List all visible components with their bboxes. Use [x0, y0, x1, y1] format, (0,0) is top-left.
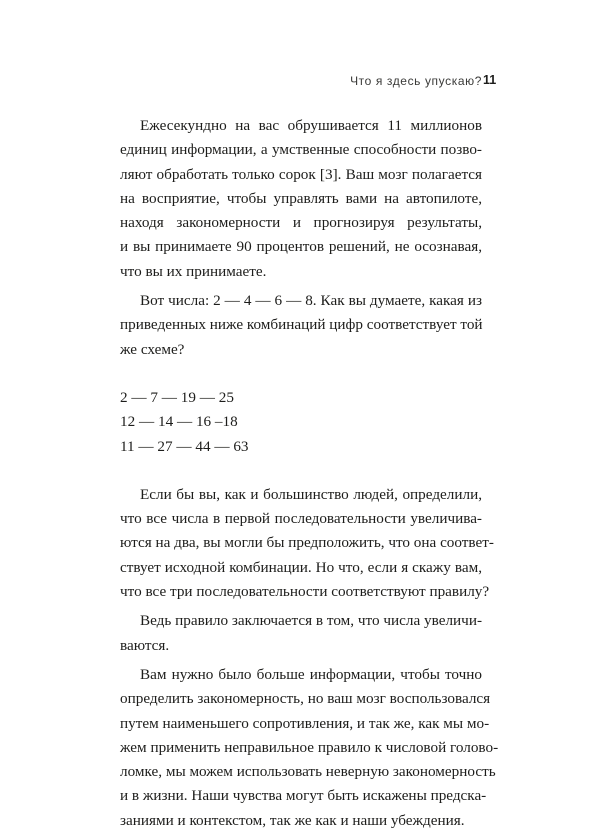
paragraph-line: заниями и контекстом, так же как и наши убеждения.	[120, 811, 465, 829]
number-sequences	[120, 386, 482, 459]
sequence-line: 12 — 14 — 16 –18	[120, 413, 238, 431]
paragraph-1	[120, 114, 482, 284]
paragraph-line: что вы их принимаете.	[120, 262, 267, 280]
body-text	[120, 114, 499, 833]
paragraph-5	[120, 663, 499, 833]
paragraph-line: ствует исходной комбинации. Но что, если я скажу вам,	[120, 558, 482, 576]
paragraph-line: Ежесекундно на вас обрушивается 11 миллионов	[140, 117, 482, 134]
paragraph-line: находя закономерности и прогнозируя результаты,	[120, 214, 482, 232]
paragraph-line: же схеме?	[120, 340, 185, 358]
paragraph-line: Если бы вы, как и большинство людей, определили,	[140, 485, 482, 503]
paragraph-line: на восприятие, чтобы управлять вами на автопилоте,	[120, 189, 482, 207]
paragraph-line: жем применить неправильное правило к числовой голово-	[120, 738, 499, 756]
paragraph-line: приведенных ниже комбинаций цифр соответствует той	[120, 316, 483, 334]
paragraph-line: ются на два, вы могли бы предположить, что она соответ-	[120, 534, 494, 552]
paragraph-line: что все три последовательности соответствуют правилу?	[120, 583, 490, 601]
paragraph-4	[120, 609, 482, 658]
paragraph-3	[120, 483, 494, 604]
paragraph-line: ляют обработать только сорок [3]. Ваш мозг полагается	[120, 165, 482, 183]
paragraph-line: Вам нужно было больше информации, чтобы точно	[140, 665, 482, 683]
sequence-line: 2 — 7 — 19 — 25	[120, 388, 234, 406]
paragraph-line: Вот числа: 2 — 4 — 6 — 8. Как вы думаете, какая из	[140, 292, 482, 310]
paragraph-line: и в жизни. Наши чувства могут быть искажены предска-	[120, 787, 487, 805]
paragraph-line: что все числа в первой последовательности увеличива-	[120, 510, 482, 528]
paragraph-line: и вы принимаете 90 процентов решений, не осознавая,	[120, 238, 482, 256]
running-head-title: Что я здесь упускаю?	[350, 74, 482, 88]
page-number: 11	[483, 73, 497, 87]
paragraph-line: Ведь правило заключается в том, что числа увеличи-	[140, 612, 482, 630]
paragraph-line: единиц информации, а умственные способности позво-	[120, 141, 482, 159]
sequence-line: 11 — 27 — 44 — 63	[120, 437, 249, 455]
paragraph-line: путем наименьшего сопротивления, и так же, как мы мо-	[120, 714, 490, 732]
paragraph-2	[120, 289, 482, 362]
paragraph-line: ломке, мы можем использовать неверную закономерность	[120, 763, 496, 781]
paragraph-line: определить закономерность, но ваш мозг воспользовался	[120, 690, 491, 708]
paragraph-line: ваются.	[120, 636, 170, 654]
